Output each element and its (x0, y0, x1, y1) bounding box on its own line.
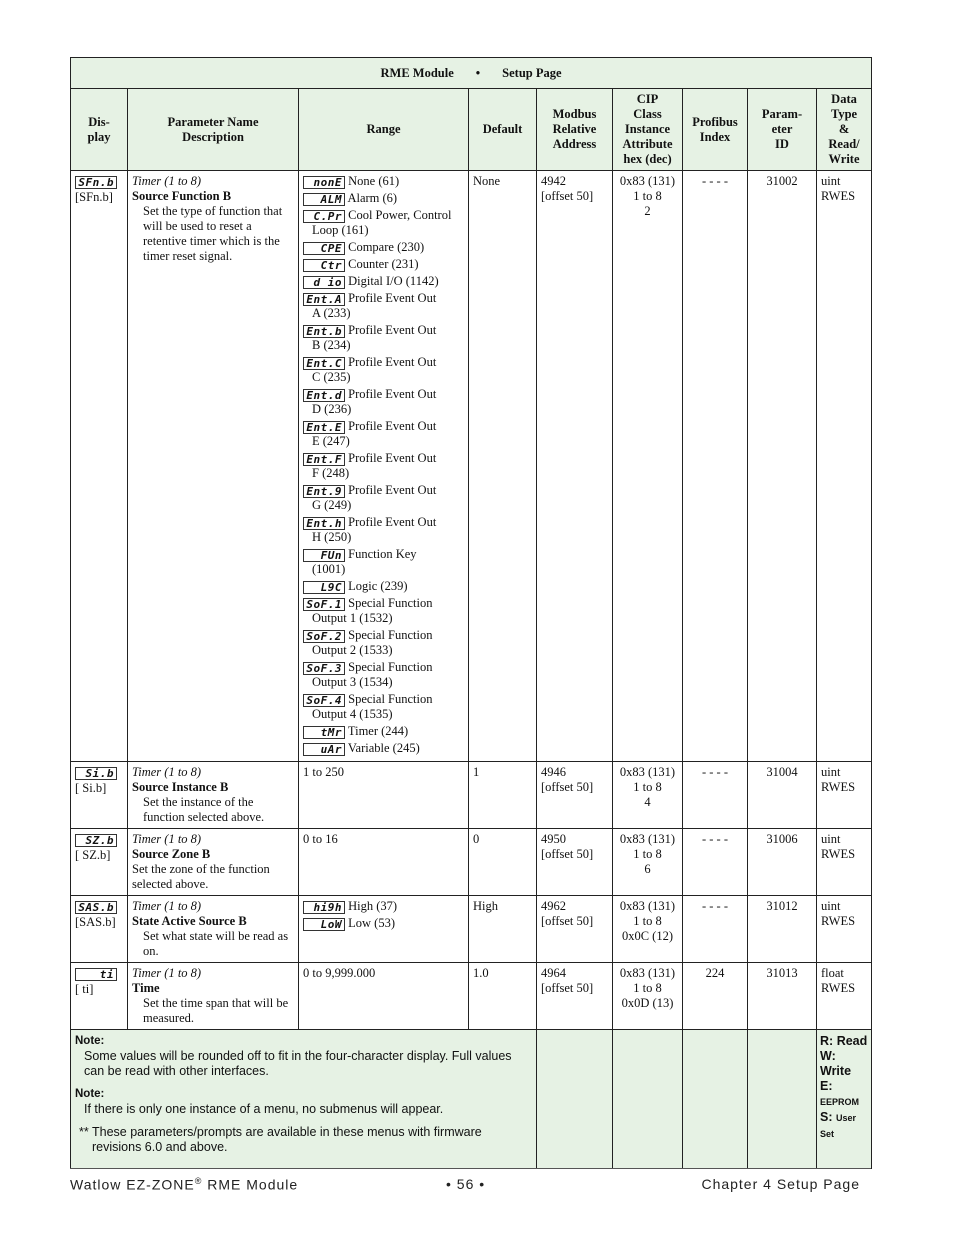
range-value: 1 to 250 (303, 765, 344, 779)
range-option (303, 741, 464, 756)
table-row (71, 963, 872, 1030)
range-value: 0 to 9,999.000 (303, 966, 376, 980)
range-option-detail: Output 1 (1532) (312, 611, 393, 625)
range-option (303, 596, 464, 626)
lcd-prompt: L9C (303, 581, 345, 594)
parameter-id-cell: 31006 (748, 829, 817, 896)
range-option-label: Profile Event Out (348, 515, 437, 529)
range-option (303, 899, 464, 914)
cip-attribute: 0x0D (13) (621, 996, 674, 1010)
range-option-detail: Output 2 (1533) (312, 643, 393, 657)
parameter-cell (128, 963, 299, 1030)
parameter-menu: Timer (1 to 8) (132, 174, 202, 188)
range-option-label: Variable (245) (347, 741, 420, 755)
lcd-prompt: Ent.9 (303, 485, 345, 498)
read-write: RWES (821, 189, 856, 203)
legend-item (820, 1034, 868, 1049)
range-option-label: None (61) (348, 174, 400, 188)
header-label: Modbus Relative Address (552, 107, 597, 151)
range-option (303, 660, 464, 690)
cip-class: 0x83 (131) (619, 832, 676, 846)
legend-value: Read (836, 1034, 868, 1048)
table-title-module: RME Module (380, 65, 454, 80)
range-option-detail: Output 3 (1534) (312, 675, 393, 689)
legend-key: S: (820, 1110, 833, 1124)
table-row (71, 762, 872, 829)
header-range (299, 89, 469, 171)
note-heading: Note: (75, 1035, 105, 1047)
cip-cell (613, 829, 683, 896)
parameter-id-cell: 31012 (748, 896, 817, 963)
note-firmware: ** These parameters/prompts are available in these menus with firmware revisions 6.0 and above. (79, 1125, 482, 1154)
range-option-label: Profile Event Out (348, 355, 437, 369)
range-option (303, 291, 464, 321)
footer-product (70, 1176, 298, 1193)
cip-class: 0x83 (131) (619, 765, 676, 779)
note-text: Some values will be rounded off to fit in the four-character display. Full values can be read with other interfaces. (84, 1049, 512, 1078)
range-option-label: Profile Event Out (348, 323, 437, 337)
range-option (303, 579, 464, 594)
range-option-label: Profile Event Out (348, 451, 437, 465)
range-option-label: Counter (231) (348, 257, 419, 271)
cip-instance: 1 to 8 (633, 914, 662, 928)
display-code: [ Si.b] (75, 781, 107, 795)
display-cell (71, 829, 128, 896)
modbus-cell (537, 963, 613, 1030)
notes-empty-cell (537, 1030, 613, 1169)
modbus-address: 4946 (541, 765, 566, 779)
range-cell (299, 829, 469, 896)
cip-cell (613, 171, 683, 762)
header-parameter-id (748, 89, 817, 171)
lcd-prompt: Ent.C (303, 357, 345, 370)
lcd-prompt: Ent.F (303, 453, 345, 466)
lcd-prompt: SoF.2 (303, 630, 345, 643)
header-label: Range (366, 122, 401, 136)
range-option-detail: A (233) (312, 306, 351, 320)
display-code: [SAS.b] (75, 915, 116, 929)
lcd-prompt: tMr (303, 726, 345, 739)
parameter-name: Source Function B (132, 189, 232, 203)
range-option-label: Profile Event Out (348, 419, 437, 433)
lcd-prompt: SoF.1 (303, 598, 345, 611)
range-option-detail: H (250) (312, 530, 352, 544)
default-cell: 1 (469, 762, 537, 829)
table-row (71, 896, 872, 963)
default-cell: None (469, 171, 537, 762)
display-code: [SFn.b] (75, 190, 113, 204)
modbus-address: 4964 (541, 966, 566, 980)
range-option (303, 419, 464, 449)
range-option-label: Compare (230) (348, 240, 425, 254)
range-option-label: Special Function (348, 628, 433, 642)
parameter-description: Set the type of function that will be used to reset a retentive timer which is the timer reset signal. (143, 204, 283, 263)
footer-brand: Watlow EZ-ZONE (70, 1176, 195, 1193)
header-modbus (537, 89, 613, 171)
legend-value: EEPROM (820, 1097, 860, 1107)
range-option-detail: Loop (161) (312, 223, 369, 237)
parameter-id-cell: 31013 (748, 963, 817, 1030)
range-option (303, 483, 464, 513)
cip-instance: 1 to 8 (633, 847, 662, 861)
parameter-name: Time (132, 981, 160, 995)
modbus-offset: [offset 50] (541, 914, 594, 928)
range-value: 0 to 16 (303, 832, 338, 846)
table-title-separator: • (475, 65, 481, 80)
lcd-prompt: ALM (303, 193, 345, 206)
note-heading: Note: (75, 1088, 105, 1100)
table-title (71, 58, 872, 89)
display-cell (71, 171, 128, 762)
range-option-label: Profile Event Out (348, 483, 437, 497)
range-option (303, 174, 464, 189)
lcd-prompt: SAS.b (75, 901, 117, 914)
legend-item (820, 1079, 868, 1110)
parameter-name: Source Zone B (132, 847, 211, 861)
range-option-label: Low (53) (348, 916, 395, 930)
parameter-cell (128, 829, 299, 896)
header-label: CIP Class Instance Attribute hex (dec) (622, 92, 673, 166)
notes-empty-cell (613, 1030, 683, 1169)
display-cell (71, 762, 128, 829)
range-option-detail: C (235) (312, 370, 351, 384)
column-header-row (71, 89, 872, 171)
footer-page-number: • 56 • (446, 1176, 486, 1192)
range-option-label: Alarm (6) (347, 191, 398, 205)
table-title-row (71, 58, 872, 89)
range-option-detail: D (236) (312, 402, 352, 416)
header-label: Param- eter ID (761, 107, 803, 151)
range-option (303, 724, 464, 739)
lcd-prompt: hi9h (303, 901, 345, 914)
read-write: RWES (821, 847, 856, 861)
cip-cell (613, 896, 683, 963)
range-option-detail: F (248) (312, 466, 350, 480)
range-option (303, 355, 464, 385)
footer-registered-mark: ® (194, 1176, 203, 1186)
lcd-prompt: C.Pr (303, 210, 345, 223)
lcd-prompt: SoF.3 (303, 662, 345, 675)
header-display (71, 89, 128, 171)
lcd-prompt: Ctr (303, 259, 345, 272)
read-write: RWES (821, 780, 856, 794)
note-text: If there is only one instance of a menu, no submenus will appear. (84, 1102, 444, 1116)
rw-legend (817, 1030, 872, 1169)
parameter-description: Set the zone of the function selected above. (132, 862, 270, 891)
profibus-cell: - - - - (683, 829, 748, 896)
header-label: Default (482, 122, 523, 136)
lcd-prompt: Ent.E (303, 421, 345, 434)
cip-cell (613, 762, 683, 829)
parameter-name: Source Instance B (132, 780, 229, 794)
range-option (303, 451, 464, 481)
page-footer (70, 1176, 860, 1196)
range-option-detail: (1001) (312, 562, 346, 576)
parameter-cell (128, 896, 299, 963)
header-label: Data Type & Read/ Write (828, 92, 860, 166)
range-option (303, 628, 464, 658)
lcd-prompt: d io (303, 276, 345, 289)
range-option-label: Special Function (348, 660, 433, 674)
range-option (303, 240, 464, 255)
cip-instance: 1 to 8 (633, 189, 662, 203)
data-type-cell (817, 896, 872, 963)
cip-class: 0x83 (131) (619, 899, 676, 913)
lcd-prompt: Ent.A (303, 293, 345, 306)
default-cell: 0 (469, 829, 537, 896)
cip-attribute: 0x0C (12) (621, 929, 674, 943)
range-cell (299, 762, 469, 829)
profibus-cell: - - - - (683, 896, 748, 963)
range-cell (299, 963, 469, 1030)
cip-class: 0x83 (131) (619, 174, 676, 188)
parameter-description: Set the instance of the function selected above. (143, 795, 265, 824)
modbus-offset: [offset 50] (541, 981, 594, 995)
header-cip (613, 89, 683, 171)
parameter-cell (128, 171, 299, 762)
range-cell (299, 171, 469, 762)
cip-attribute: 4 (644, 795, 651, 809)
read-write: RWES (821, 914, 856, 928)
range-option-label: Profile Event Out (348, 387, 437, 401)
range-option (303, 208, 464, 238)
lcd-prompt: Si.b (75, 767, 117, 780)
data-type: uint (821, 174, 841, 188)
lcd-prompt: Ent.h (303, 517, 345, 530)
data-type-cell (817, 963, 872, 1030)
data-type: uint (821, 899, 841, 913)
modbus-offset: [offset 50] (541, 780, 594, 794)
cip-attribute: 6 (644, 862, 651, 876)
profibus-cell: - - - - (683, 762, 748, 829)
header-default (469, 89, 537, 171)
lcd-prompt: CPE (303, 242, 345, 255)
lcd-prompt: SZ.b (75, 834, 117, 847)
header-parameter (128, 89, 299, 171)
lcd-prompt: Ent.d (303, 389, 345, 402)
range-option (303, 191, 464, 206)
range-cell (299, 896, 469, 963)
header-label: Parameter Name Description (167, 114, 259, 144)
modbus-cell (537, 762, 613, 829)
data-type-cell (817, 829, 872, 896)
range-option (303, 515, 464, 545)
notes-empty-cell (748, 1030, 817, 1169)
lcd-prompt: Ent.b (303, 325, 345, 338)
lcd-prompt: FUn (303, 549, 345, 562)
legend-item (820, 1110, 868, 1142)
data-type: uint (821, 765, 841, 779)
lcd-prompt: uAr (303, 743, 345, 756)
modbus-address: 4962 (541, 899, 566, 913)
lcd-prompt: nonE (303, 176, 345, 189)
notes-row (71, 1030, 872, 1169)
profibus-cell: 224 (683, 963, 748, 1030)
range-option (303, 387, 464, 417)
range-option (303, 274, 464, 289)
cip-instance: 1 to 8 (633, 780, 662, 794)
footer-chapter: Chapter 4 Setup Page (701, 1176, 860, 1192)
data-type-cell (817, 171, 872, 762)
footer-divider (70, 1168, 871, 1169)
header-profibus (683, 89, 748, 171)
parameter-menu: Timer (1 to 8) (132, 765, 202, 779)
range-option-label: High (37) (348, 899, 398, 913)
table-body (71, 171, 872, 1030)
header-data-type (817, 89, 872, 171)
profibus-cell: - - - - (683, 171, 748, 762)
modbus-cell (537, 829, 613, 896)
range-option (303, 547, 464, 577)
modbus-address: 4942 (541, 174, 566, 188)
range-option (303, 323, 464, 353)
parameter-cell (128, 762, 299, 829)
default-cell: High (469, 896, 537, 963)
parameter-description: Set what state will be read as on. (143, 929, 289, 958)
modbus-offset: [offset 50] (541, 847, 594, 861)
parameter-table (70, 57, 872, 1169)
lcd-prompt: LoW (303, 918, 345, 931)
modbus-cell (537, 171, 613, 762)
modbus-cell (537, 896, 613, 963)
range-option-label: Special Function (348, 692, 433, 706)
cip-attribute: 2 (644, 204, 651, 218)
legend-key: E: (820, 1079, 833, 1093)
cip-class: 0x83 (131) (619, 966, 676, 980)
range-option-label: Logic (239) (348, 579, 408, 593)
parameter-menu: Timer (1 to 8) (132, 966, 202, 980)
footer-product-name: RME Module (202, 1176, 299, 1193)
table-row (71, 829, 872, 896)
lcd-prompt: ti (75, 968, 117, 981)
range-option-label: Timer (244) (347, 724, 409, 738)
modbus-address: 4950 (541, 832, 566, 846)
range-option-label: Cool Power, Control (348, 208, 452, 222)
lcd-prompt: SoF.4 (303, 694, 345, 707)
legend-key: W: (820, 1049, 836, 1063)
data-type-cell (817, 762, 872, 829)
range-option-label: Function Key (348, 547, 417, 561)
notes-empty-cell (683, 1030, 748, 1169)
modbus-offset: [offset 50] (541, 189, 594, 203)
display-code: [ ti] (75, 982, 94, 996)
table-title-page: Setup Page (502, 65, 562, 80)
parameter-id-cell: 31002 (748, 171, 817, 762)
cip-cell (613, 963, 683, 1030)
legend-key: R: (820, 1034, 834, 1048)
parameter-id-cell: 31004 (748, 762, 817, 829)
legend-value: User Set (820, 1113, 856, 1139)
header-label: Profibus Index (692, 114, 738, 144)
lcd-prompt: SFn.b (75, 176, 117, 189)
range-option-label: Profile Event Out (348, 291, 437, 305)
display-cell (71, 963, 128, 1030)
notes-cell (71, 1030, 537, 1169)
range-option (303, 916, 464, 931)
cip-instance: 1 to 8 (633, 981, 662, 995)
read-write: RWES (821, 981, 856, 995)
parameter-description: Set the time span that will be measured. (143, 996, 289, 1025)
data-type: float (821, 966, 844, 980)
display-code: [ SZ.b] (75, 848, 111, 862)
range-option (303, 692, 464, 722)
range-option-detail: Output 4 (1535) (312, 707, 393, 721)
range-option-detail: B (234) (312, 338, 351, 352)
data-type: uint (821, 832, 841, 846)
display-cell (71, 896, 128, 963)
header-label: Dis- play (87, 114, 111, 144)
range-option (303, 257, 464, 272)
table-row (71, 171, 872, 762)
range-option-label: Digital I/O (1142) (348, 274, 439, 288)
range-option-label: Special Function (348, 596, 433, 610)
legend-item (820, 1049, 868, 1079)
parameter-menu: Timer (1 to 8) (132, 832, 202, 846)
parameter-menu: Timer (1 to 8) (132, 899, 202, 913)
legend-value: Write (820, 1064, 852, 1078)
parameter-name: State Active Source B (132, 914, 247, 928)
range-option-detail: G (249) (312, 498, 352, 512)
default-cell: 1.0 (469, 963, 537, 1030)
range-option-detail: E (247) (312, 434, 350, 448)
